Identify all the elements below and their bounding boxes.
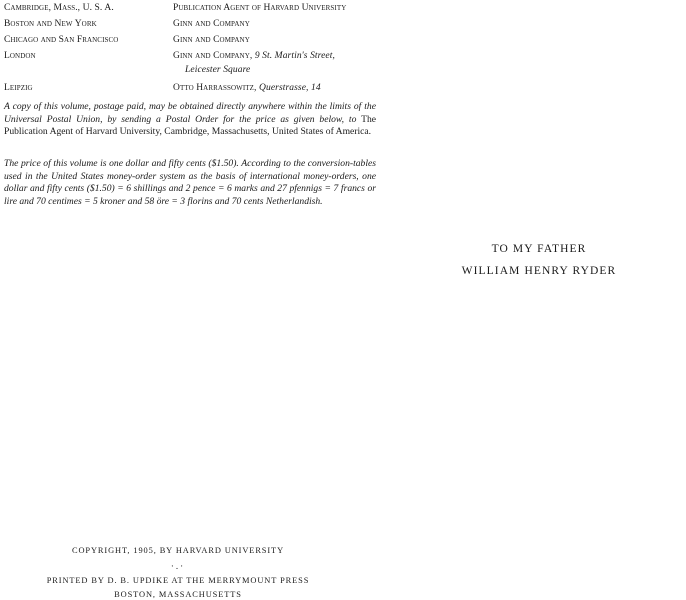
recto-page [380,0,686,600]
agent-place: Boston and New York [4,19,97,29]
agent-entry [173,81,376,95]
agent-name: Publication Agent of Harvard University [173,3,347,13]
ordering-notice-italic: A copy of this volume, postage paid, may be obtained directly anywhere within the limits of the Universal Postal Union, by sending a Postal Order for the price as given below, to [4,101,376,125]
agent-address: Querstrasse, 14 [259,83,321,93]
agent-address-line2: Leicester Square [185,65,251,75]
ordering-notice [4,101,376,139]
agent-name: Ginn and Company [173,19,250,29]
publication-agents-table [4,1,376,97]
agent-place: Chicago and San Francisco [4,35,119,45]
agent-name: Otto Harrassowitz, [173,83,257,93]
agent-place: London [4,51,36,61]
copyright-line: COPYRIGHT, 1905, BY HARVARD UNIVERSITY [71,546,285,555]
agent-row [4,49,376,77]
agent-row [4,33,376,47]
agent-place: Cambridge, Mass., U. S. A. [4,3,114,13]
agent-place: Leipzig [4,83,33,93]
agent-row [4,1,376,15]
printer-line: PRINTED BY D. B. UPDIKE AT THE MERRYMOUNT PRESS [46,576,310,585]
agent-row [4,17,376,31]
ornament-dots: ·.· [170,561,186,571]
dedication-line-2: WILLIAM HENRY RYDER [461,265,617,277]
agent-row [4,81,376,95]
price-notice: The price of this volume is one dollar and fifty cents ($1.50). According to the conversion-tables used in the United States money-order system as the basis of international money-orders, one dollar and fifty cents ($1.50) = 6 shillings and 2 pence = 6 marks and 27 pfennigs = 7 francs or lire and 70 centimes = 5 kroner and 58 öre = 3 florins and 70 cents Netherlandish. [4,158,376,207]
printer-city: BOSTON, MASSACHUSETTS [114,590,242,599]
agent-name: Ginn and Company [173,35,250,45]
agent-address: 9 St. Martin's Street, [254,51,335,61]
agent-entry [173,49,376,77]
agent-name: Ginn and Company, [173,51,253,61]
ordering-notice-address: The Publication Agent of Harvard University, Cambridge, Massachusetts, United States of America. [4,113,377,138]
dedication-line-1: TO MY FATHER [491,243,587,255]
